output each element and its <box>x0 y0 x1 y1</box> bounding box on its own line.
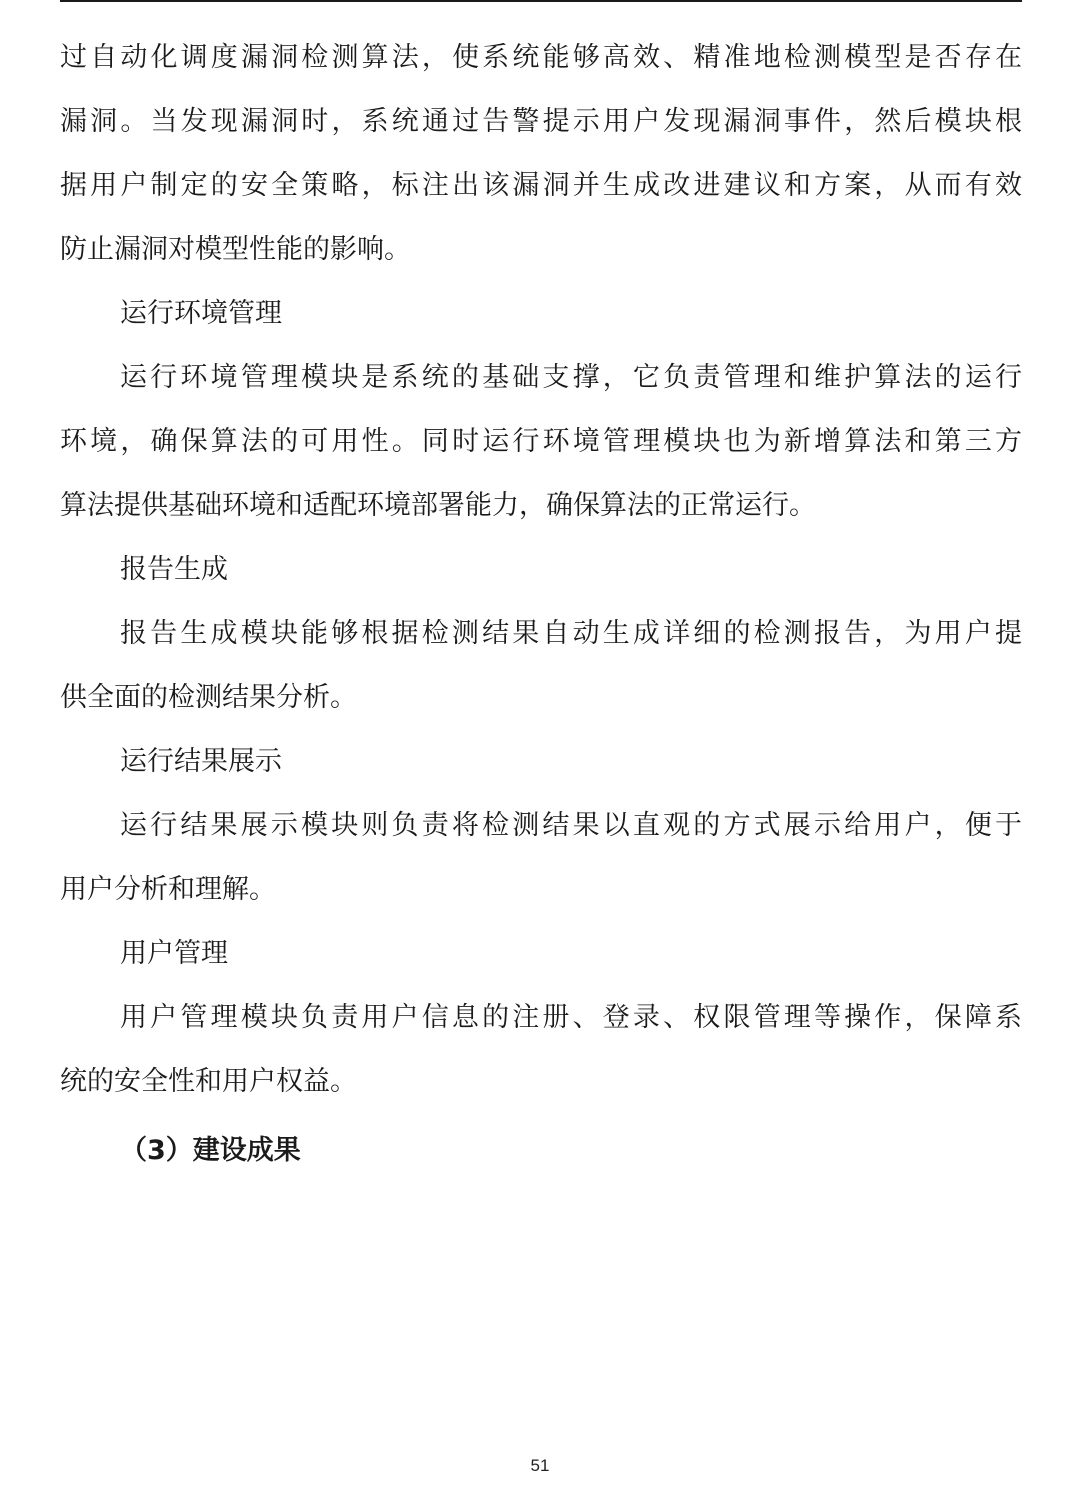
body-text-line: 防止漏洞对模型性能的影响。 <box>60 234 411 265</box>
section-heading-user-management: 用户管理 <box>120 938 228 969</box>
body-text-line: 用户管理模块负责用户信息的注册、登录、权限管理等操作，保障系 <box>120 1002 1022 1033</box>
body-text-line: 算法提供基础环境和适配环境部署能力，确保算法的正常运行。 <box>60 490 816 521</box>
body-text-line: 用户分析和理解。 <box>60 874 276 905</box>
body-text-line: 运行结果展示模块则负责将检测结果以直观的方式展示给用户，便于 <box>120 810 1022 841</box>
header-rule <box>60 0 1022 2</box>
body-text-line: 供全面的检测结果分析。 <box>60 682 357 713</box>
section-heading-runtime-environment: 运行环境管理 <box>120 298 282 329</box>
body-text-line: 环境，确保算法的可用性。同时运行环境管理模块也为新增算法和第三方 <box>60 426 1022 457</box>
section-heading-result-display: 运行结果展示 <box>120 746 282 777</box>
body-text-line: 漏洞。当发现漏洞时，系统通过告警提示用户发现漏洞事件，然后模块根 <box>60 106 1022 137</box>
body-text-line: 统的安全性和用户权益。 <box>60 1066 357 1097</box>
section-heading-report-generation: 报告生成 <box>120 554 228 585</box>
body-text-line: 报告生成模块能够根据检测结果自动生成详细的检测报告，为用户提 <box>120 618 1022 649</box>
subsection-heading-construction-results: （3）建设成果 <box>120 1135 301 1166</box>
body-text-line: 过自动化调度漏洞检测算法，使系统能够高效、精准地检测模型是否存在 <box>60 42 1022 73</box>
body-text-line: 运行环境管理模块是系统的基础支撑，它负责管理和维护算法的运行 <box>120 362 1022 393</box>
document-body <box>60 26 1022 1188</box>
page-number: 51 <box>530 1456 550 1475</box>
body-text-line: 据用户制定的安全策略，标注出该漏洞并生成改进建议和方案，从而有效 <box>60 170 1022 201</box>
